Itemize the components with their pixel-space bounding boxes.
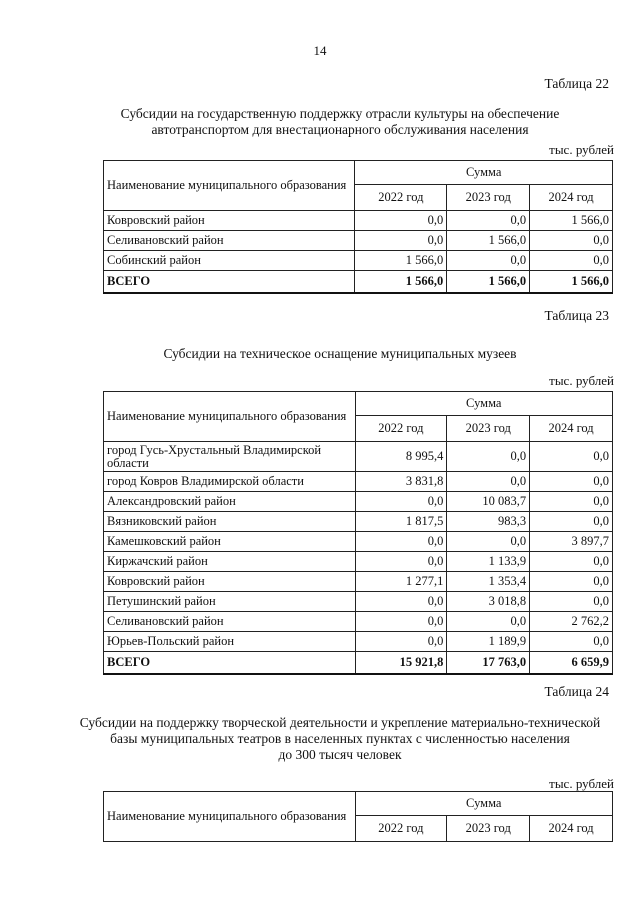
cell-value: 0,0 bbox=[355, 532, 447, 552]
cell-value: 0,0 bbox=[355, 492, 447, 512]
table-23-unit: тыс. рублей bbox=[549, 373, 614, 388]
table-row bbox=[104, 572, 613, 592]
total-value: 15 921,8 bbox=[355, 652, 447, 674]
header-year: 2024 год bbox=[530, 185, 613, 211]
table-22 bbox=[103, 160, 613, 294]
cell-value: 1 566,0 bbox=[355, 251, 447, 271]
cell-value: 0,0 bbox=[355, 592, 447, 612]
table-row bbox=[104, 632, 613, 652]
table-row bbox=[104, 231, 613, 251]
cell-value: 0,0 bbox=[530, 231, 613, 251]
header-year: 2022 год bbox=[355, 416, 447, 442]
header-name: Наименование муниципального образования bbox=[104, 792, 356, 842]
row-name: Киржачский район bbox=[104, 552, 356, 572]
header-year: 2022 год bbox=[355, 816, 447, 842]
table-22-title-line1: Субсидии на государственную поддержку отрасли культуры на обеспечение bbox=[120, 106, 560, 121]
cell-value: 1 277,1 bbox=[355, 572, 447, 592]
cell-value: 10 083,7 bbox=[447, 492, 530, 512]
cell-value: 0,0 bbox=[447, 251, 530, 271]
header-sum: Сумма bbox=[355, 161, 613, 185]
header-sum: Сумма bbox=[355, 392, 613, 416]
table-23-title: Субсидии на техническое оснащение муниципальных музеев bbox=[163, 346, 517, 361]
cell-value: 0,0 bbox=[530, 552, 613, 572]
table-23 bbox=[103, 391, 613, 675]
total-label: ВСЕГО bbox=[104, 271, 355, 293]
cell-value: 0,0 bbox=[447, 472, 530, 492]
row-name: город Гусь-Хрустальный Владимирской области bbox=[104, 442, 356, 472]
row-name: Камешковский район bbox=[104, 532, 356, 552]
table-22-unit: тыс. рублей bbox=[549, 142, 614, 157]
cell-value: 0,0 bbox=[447, 442, 530, 472]
cell-value: 0,0 bbox=[447, 532, 530, 552]
cell-value: 0,0 bbox=[355, 612, 447, 632]
cell-value: 0,0 bbox=[447, 612, 530, 632]
cell-value: 0,0 bbox=[530, 251, 613, 271]
total-value: 6 659,9 bbox=[530, 652, 613, 674]
row-name: Ковровский район bbox=[104, 572, 356, 592]
cell-value: 0,0 bbox=[355, 552, 447, 572]
cell-value: 0,0 bbox=[530, 632, 613, 652]
header-year: 2023 год bbox=[447, 816, 530, 842]
cell-value: 0,0 bbox=[355, 211, 447, 231]
cell-value: 1 189,9 bbox=[447, 632, 530, 652]
table-row bbox=[104, 492, 613, 512]
cell-value: 1 566,0 bbox=[447, 231, 530, 251]
total-label: ВСЕГО bbox=[104, 652, 356, 674]
total-value: 1 566,0 bbox=[355, 271, 447, 293]
row-name: Селивановский район bbox=[104, 231, 355, 251]
table-24 bbox=[103, 791, 613, 842]
total-row bbox=[104, 271, 613, 293]
cell-value: 0,0 bbox=[355, 231, 447, 251]
table-22-title-line2: автотранспортом для внестационарного обслуживания населения bbox=[151, 122, 529, 137]
cell-value: 0,0 bbox=[530, 472, 613, 492]
total-value: 1 566,0 bbox=[530, 271, 613, 293]
cell-value: 983,3 bbox=[447, 512, 530, 532]
table-22-title bbox=[60, 106, 620, 138]
cell-value: 1 566,0 bbox=[530, 211, 613, 231]
cell-value: 0,0 bbox=[530, 492, 613, 512]
row-name: Александровский район bbox=[104, 492, 356, 512]
cell-value: 3 831,8 bbox=[355, 472, 447, 492]
page-number: 14 bbox=[313, 43, 327, 58]
table-24-title-line3: до 300 тысяч человек bbox=[278, 747, 402, 762]
table-24-unit: тыс. рублей bbox=[549, 776, 614, 791]
header-year: 2022 год bbox=[355, 185, 447, 211]
table-row bbox=[104, 251, 613, 271]
table-row bbox=[104, 442, 613, 472]
row-name: город Ковров Владимирской области bbox=[104, 472, 356, 492]
row-name: Собинский район bbox=[104, 251, 355, 271]
table-24-title-line2: базы муниципальных театров в населенных пунктах с численностью населения bbox=[110, 731, 570, 746]
table-row bbox=[104, 532, 613, 552]
table-22-label: Таблица 22 bbox=[544, 76, 609, 91]
table-24-title bbox=[60, 715, 620, 763]
table-24-title-line1: Субсидии на поддержку творческой деятельности и укрепление материально-технической bbox=[79, 715, 601, 730]
cell-value: 1 353,4 bbox=[447, 572, 530, 592]
table-row bbox=[104, 552, 613, 572]
header-sum: Сумма bbox=[355, 792, 613, 816]
cell-value: 0,0 bbox=[355, 632, 447, 652]
cell-value: 3 897,7 bbox=[530, 532, 613, 552]
header-year: 2024 год bbox=[530, 416, 613, 442]
row-name: Юрьев-Польский район bbox=[104, 632, 356, 652]
table-row bbox=[104, 512, 613, 532]
total-row bbox=[104, 652, 613, 674]
total-value: 17 763,0 bbox=[447, 652, 530, 674]
row-name: Петушинский район bbox=[104, 592, 356, 612]
cell-value: 0,0 bbox=[530, 592, 613, 612]
cell-value: 2 762,2 bbox=[530, 612, 613, 632]
table-23-label: Таблица 23 bbox=[544, 308, 609, 323]
cell-value: 8 995,4 bbox=[355, 442, 447, 472]
cell-value: 0,0 bbox=[530, 442, 613, 472]
table-row bbox=[104, 472, 613, 492]
table-row bbox=[104, 592, 613, 612]
header-name: Наименование муниципального образования bbox=[104, 161, 355, 211]
table-24-label: Таблица 24 bbox=[544, 684, 609, 699]
table-row bbox=[104, 612, 613, 632]
cell-value: 1 133,9 bbox=[447, 552, 530, 572]
row-name: Ковровский район bbox=[104, 211, 355, 231]
cell-value: 0,0 bbox=[447, 211, 530, 231]
row-name: Вязниковский район bbox=[104, 512, 356, 532]
cell-value: 3 018,8 bbox=[447, 592, 530, 612]
total-value: 1 566,0 bbox=[447, 271, 530, 293]
table-row bbox=[104, 211, 613, 231]
header-year: 2024 год bbox=[530, 816, 613, 842]
header-year: 2023 год bbox=[447, 185, 530, 211]
row-name: Селивановский район bbox=[104, 612, 356, 632]
header-name: Наименование муниципального образования bbox=[104, 392, 356, 442]
cell-value: 0,0 bbox=[530, 512, 613, 532]
cell-value: 1 817,5 bbox=[355, 512, 447, 532]
header-year: 2023 год bbox=[447, 416, 530, 442]
cell-value: 0,0 bbox=[530, 572, 613, 592]
